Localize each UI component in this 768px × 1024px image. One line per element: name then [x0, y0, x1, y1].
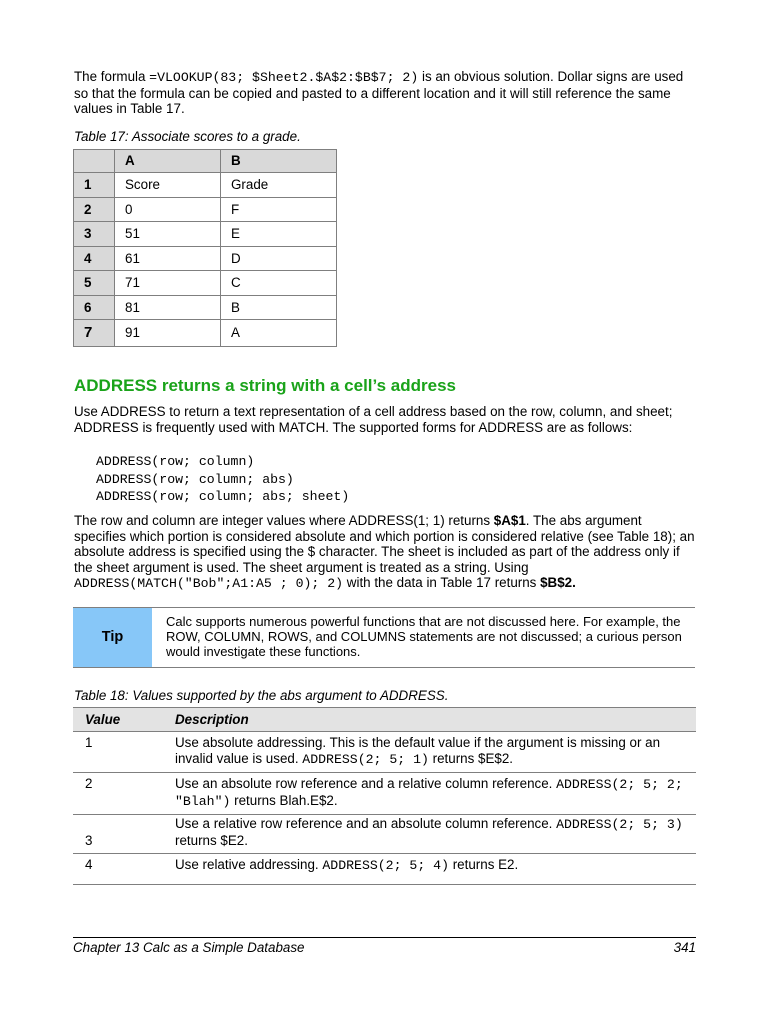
table18-header-description: Description — [175, 708, 696, 732]
table18-value: 1 — [73, 732, 175, 773]
table17-cell: A — [221, 320, 337, 347]
table-row — [73, 815, 696, 854]
footer-rule — [73, 937, 696, 938]
description-text: Use absolute addressing. This is the default value if the argument is missing or an invalid value is used. — [175, 735, 661, 766]
description-text: returns $E$2. — [428, 750, 514, 766]
explanation-text: The row and column are integer values where ADDRESS(1; 1) returns — [74, 513, 494, 528]
table-row — [74, 295, 337, 320]
code-line: ADDRESS(row; column; abs) — [96, 471, 294, 487]
section-heading: ADDRESS returns a string with a cell’s address — [74, 376, 456, 395]
table18-description — [175, 854, 696, 885]
table17-row-header: 7 — [74, 320, 115, 347]
address-syntax-block — [96, 453, 349, 506]
table18-caption: Table 18: Values supported by the abs argument to ADDRESS. — [74, 688, 449, 703]
table17-cell: E — [221, 222, 337, 247]
table17-cell: 91 — [115, 320, 221, 347]
table17-caption: Table 17: Associate scores to a grade. — [74, 129, 301, 144]
table17-col-header: B — [221, 150, 337, 173]
explanation-bold: $A$1 — [493, 513, 526, 528]
table18-value: 4 — [73, 854, 175, 885]
description-code: ADDRESS(2; 5; 1) — [302, 751, 429, 767]
table17-col-header: A — [115, 150, 221, 173]
table18-description — [175, 815, 696, 854]
table17-cell: F — [221, 197, 337, 222]
table17-cell: Grade — [221, 173, 337, 198]
tip-box — [73, 607, 695, 668]
description-text: returns Blah.E$2. — [230, 792, 338, 808]
table17-cell: Score — [115, 173, 221, 198]
footer-page-number: 341 — [673, 940, 696, 955]
table17-cell: 81 — [115, 295, 221, 320]
explanation-code: ADDRESS(MATCH("Bob";A1:A5 ; 0); 2) — [74, 576, 344, 591]
explanation-bold: $B$2. — [540, 575, 576, 590]
table17-row-header: 3 — [74, 222, 115, 247]
table18-header-value: Value — [73, 708, 175, 732]
table17-row-header: 1 — [74, 173, 115, 198]
description-code: ADDRESS(2; 5; 2; "Blah") — [175, 777, 683, 809]
table18-description — [175, 773, 696, 815]
table17-cell: 51 — [115, 222, 221, 247]
table17-cell: 0 — [115, 197, 221, 222]
explanation-text: . The abs argument specifies which portion is considered absolute and which portion is considered relative (see Table 18); an absolute address is specified using the $ character. The sheet is included as part of the address only if the sheet argument is used. The sheet argument is treated as a string. Using — [74, 513, 695, 575]
intro-paragraph — [74, 69, 696, 117]
table17-row-header: 4 — [74, 246, 115, 271]
table17-cell: C — [221, 271, 337, 296]
table17-cell: B — [221, 295, 337, 320]
table17-row-header: 2 — [74, 197, 115, 222]
intro-text-2: is an obvious solution. Dollar signs are used so that the formula can be copied and pasted to a different location and it will still reference the same values in Table 17. — [74, 69, 684, 116]
table18-header-row — [73, 708, 696, 732]
table18 — [73, 707, 696, 885]
description-code: ADDRESS(2; 5; 3) — [556, 817, 683, 832]
description-text: returns E2. — [449, 857, 519, 872]
intro-formula: =VLOOKUP(83; $Sheet2.$A$2:$B$7; 2) — [149, 70, 419, 85]
table-row — [74, 222, 337, 247]
table17-row-header: 6 — [74, 295, 115, 320]
table-row — [73, 732, 696, 773]
table17-corner-cell — [74, 150, 115, 173]
explanation-text: with the data in Table 17 returns — [343, 575, 541, 590]
address-explanation — [74, 513, 696, 592]
table-row — [74, 320, 337, 347]
table-row — [74, 246, 337, 271]
table18-value: 3 — [73, 815, 175, 854]
address-description: Use ADDRESS to return a text representation of a cell address based on the row, column, and sheet; ADDRESS is frequently used with MATCH. The supported forms for ADDRESS are as follows: — [74, 404, 673, 435]
table17-cell: D — [221, 246, 337, 271]
table18-value: 2 — [73, 773, 175, 815]
code-line: ADDRESS(row; column) — [96, 454, 255, 469]
table17-cell: 71 — [115, 271, 221, 296]
table17-row-header: 5 — [74, 271, 115, 296]
code-line: ADDRESS(row; column; abs; sheet) — [96, 489, 350, 504]
footer-chapter: Chapter 13 Calc as a Simple Database — [73, 940, 305, 955]
table-row — [74, 271, 337, 296]
description-code: ADDRESS(2; 5; 4) — [322, 858, 449, 873]
table-row — [73, 773, 696, 815]
table-row — [74, 197, 337, 222]
description-text: Use a relative row reference and an absolute column reference. — [175, 816, 557, 831]
intro-text: The formula — [74, 69, 150, 84]
table-row — [74, 173, 337, 198]
tip-label: Tip — [73, 608, 152, 667]
table17 — [73, 149, 337, 347]
description-text: Use relative addressing. — [175, 857, 323, 872]
table18-description — [175, 732, 696, 773]
description-text: returns $E2. — [175, 832, 248, 848]
table17-header-row — [74, 150, 337, 173]
table17-cell: 61 — [115, 246, 221, 271]
tip-text: Calc supports numerous powerful functions that are not discussed here. For example, the ROW, COLUMN, ROWS, and COLUMNS statements are not discussed; a curious person would investigate these functions. — [166, 614, 682, 659]
table-row — [73, 854, 696, 885]
description-text: Use an absolute row reference and a relative column reference. — [175, 776, 557, 791]
